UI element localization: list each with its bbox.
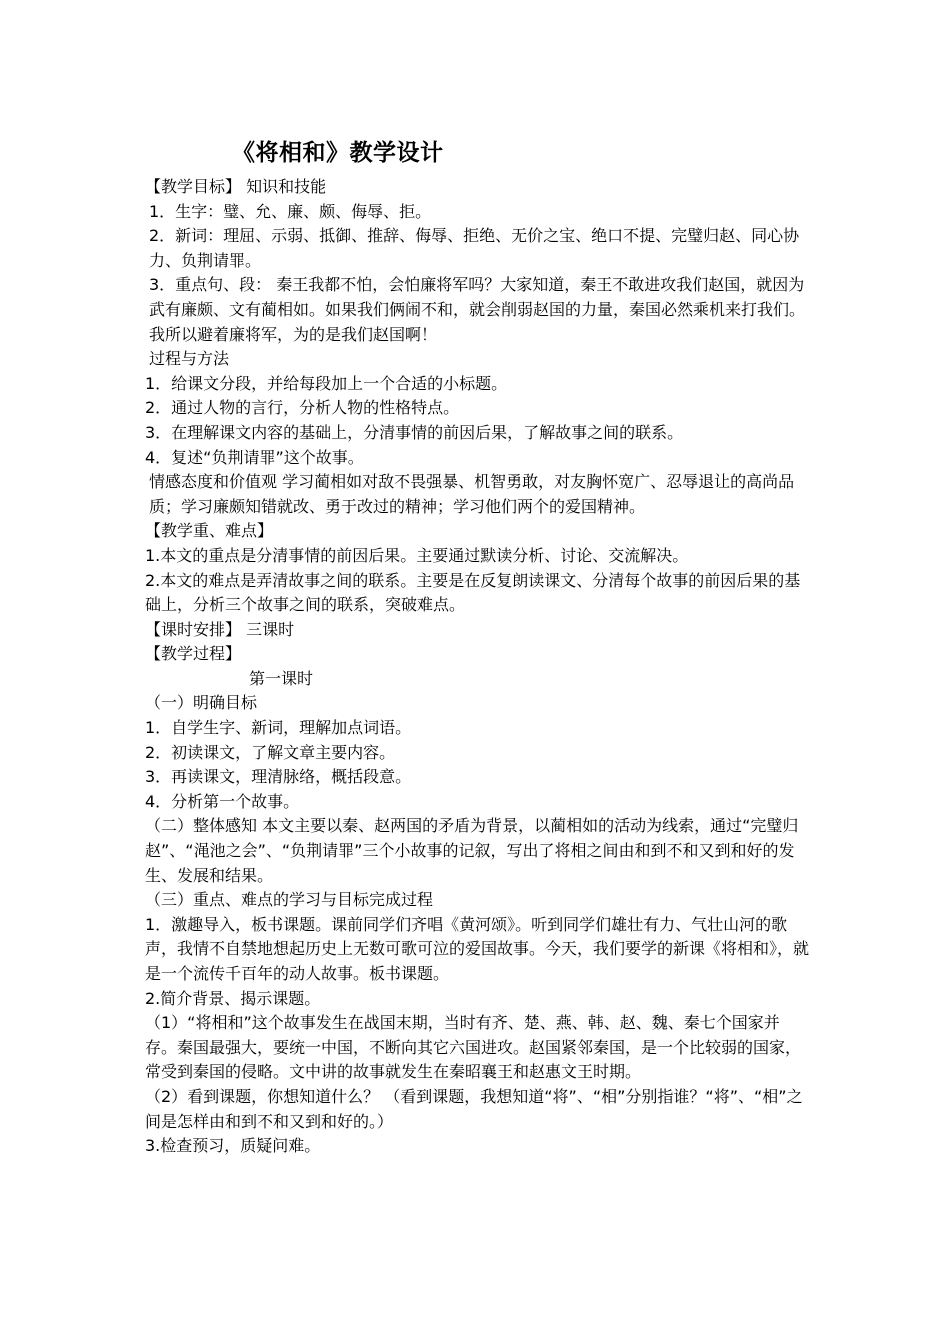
subheading-first-lesson: 第一课时 (249, 668, 314, 688)
list-item: 4．分析第一个故事。 (145, 791, 300, 811)
list-item: 2.本文的难点是弄清故事之间的联系。主要是在反复朗读课文、分清每个故事的前因后果的基础上，分析三个故事之间的联系，突破难点。 (145, 570, 801, 615)
list-item: 2.简介背景、揭示课题。 (145, 988, 321, 1008)
paragraph-emotion-values: 情感态度和价值观 学习蔺相如对敌不畏强暴、机智勇敢，对友胸怀宽广、忍辱退让的高尚品质；学习廉颇知错就改、勇于改过的精神；学习他们两个的爱国精神。 (149, 472, 795, 516)
section-heading-schedule: 【课时安排】 三课时 (145, 619, 295, 639)
section-heading-process: 【教学过程】 (145, 644, 242, 664)
list-item: 2．新词：理屈、示弱、抵御、推辞、侮辱、拒绝、无价之宝、绝口不提、完璧归赵、同心协力、负荆请罪。 (149, 226, 800, 270)
list-item: 3．在理解课文内容的基础上，分清事情的前因后果，了解故事之间的联系。 (145, 422, 684, 442)
subheading-goals: （一）明确目标 (145, 693, 258, 713)
section-heading-key-points: 【教学重、难点】 (145, 521, 274, 541)
document-body (145, 175, 810, 1159)
section-heading-objectives: 【教学目标】 知识和技能 (145, 177, 327, 196)
list-item: 4．复述“负荆请罪”这个故事。 (145, 447, 364, 467)
paragraph-overall-perception: （二）整体感知 本文主要以秦、赵两国的矛盾为背景，以蔺相如的活动为线索，通过“完璧归赵”、“渑池之会”、“负荆请罪”三个小故事的记叙，写出了将相之间由和到不和又到和好的发生、发展和结果。 (145, 816, 799, 885)
subheading-key-learning: （三）重点、难点的学习与目标完成过程 (145, 890, 434, 910)
list-item: 3.检查预习，质疑问难。 (145, 1136, 321, 1156)
list-item: 1．给课文分段，并给每段加上一个合适的小标题。 (145, 373, 508, 393)
paragraph: （1）“将相和”这个故事发生在战国末期，当时有齐、楚、燕、韩、赵、魏、秦七个国家并存。秦国最强大，要统一中国，不断向其它六国进攻。赵国紧邻秦国，是一个比较弱的国家，常受到秦国的侵略。文中讲的故事就发生在秦昭襄王和赵惠文王时期。 (145, 1013, 802, 1082)
list-item: 1．自学生字、新词，理解加点词语。 (145, 718, 412, 738)
subheading-process-methods: 过程与方法 (149, 349, 230, 369)
list-item: 1．生字：璧、允、廉、颇、侮辱、拒。 (149, 201, 432, 221)
list-item: 3．重点句、段： 秦王我都不怕，会怕廉将军吗？大家知道，秦王不敢进攻我们赵国，就因为武有廉颇、文有蔺相如。如果我们俩闹不和，就会削弱赵国的力量，秦国必然乘机来打我们。我所以避着廉将军，为的是我们赵国啊！ (149, 275, 806, 344)
list-item: 2．通过人物的言行，分析人物的性格特点。 (145, 398, 460, 418)
document-title: 《将相和》教学设计 (232, 140, 444, 166)
paragraph: 1．激趣导入，板书课题。课前同学们齐唱《黄河颂》。听到同学们雄壮有力、气壮山河的歌声，我情不自禁地想起历史上无数可歌可泣的爱国故事。今天，我们要学的新课《将相和》，就是一个流传千百年的动人故事。板书课题。 (145, 914, 810, 983)
list-item: 3．再读课文，理清脉络，概括段意。 (145, 767, 412, 787)
list-item: 2．初读课文，了解文章主要内容。 (145, 742, 396, 762)
paragraph: （2）看到课题，你想知道什么？ （看到课题，我想知道“将”、“相”分别指谁？“将”、“相”之间是怎样由和到不和又到和好的。） (145, 1086, 803, 1131)
list-item: 1.本文的重点是分清事情的前因后果。主要通过默读分析、讨论、交流解决。 (145, 545, 689, 565)
